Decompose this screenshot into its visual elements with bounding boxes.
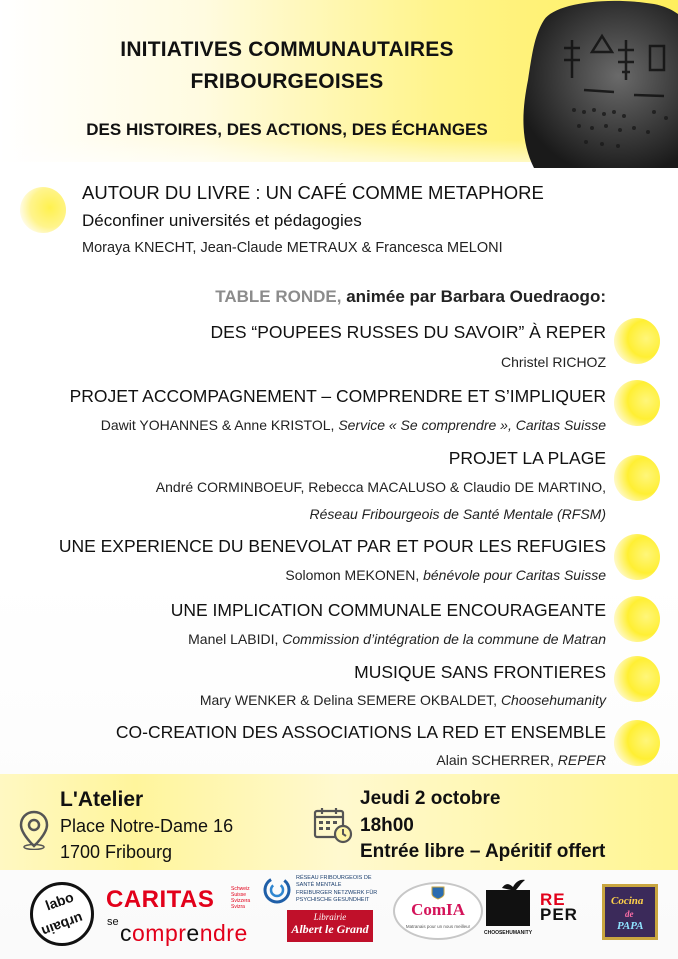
venue-name: L'Atelier <box>60 788 144 811</box>
item-people <box>285 567 606 583</box>
decor-circle-icon <box>614 534 660 580</box>
table-ronde-heading <box>215 287 606 307</box>
item-title: CO-CREATION DES ASSOCIATIONS LA RED ET ENSEMBLE <box>115 722 606 742</box>
reseau-swirl-icon <box>263 876 291 904</box>
table-ronde-label: TABLE RONDE, <box>215 287 342 306</box>
item-title: UNE IMPLICATION COMMUNALE ENCOURAGEANTE <box>170 600 606 620</box>
librairie-albert-le-grand-logo: Librairie Albert le Grand <box>287 910 373 942</box>
reseau-fribourgeois-logo: RÉSEAU FRIBOURGEOIS DE SANTÉ MENTALE FREIBURGER NETZWERK FÜR PSYCHISCHE GESUNDHEIT <box>296 875 378 903</box>
shield-icon <box>431 886 445 900</box>
decor-circle-icon <box>614 656 660 702</box>
item-people <box>436 752 606 768</box>
item-people-names: Dawit YOHANNES & Anne KRISTOL, <box>100 417 339 433</box>
section1-authors: Moraya KNECHT, Jean-Claude METRAUX & Francesca MELONI <box>82 240 503 256</box>
decor-circle-icon <box>614 720 660 766</box>
item-title: DES “POUPEES RUSSES DU SAVOIR” À REPER <box>210 322 606 342</box>
labo-logo-text: labo <box>43 888 76 914</box>
address-line1: Place Notre-Dame 16 <box>60 816 234 836</box>
page-title-line2: FRIBOURGEOISES <box>190 70 384 93</box>
decor-circle-icon <box>614 318 660 364</box>
cocina-de-papa-logo: Cocina de PAPA <box>602 884 658 940</box>
item-org: REPER <box>557 752 606 768</box>
page-title-line1: INITIATIVES COMMUNAUTAIRES <box>120 38 454 61</box>
item-title: UNE EXPERIENCE DU BENEVOLAT PAR ET POUR LES REFUGIES <box>58 536 606 556</box>
item-people <box>188 631 606 647</box>
event-date: Jeudi 2 octobre <box>360 788 501 809</box>
decor-circle-icon <box>20 187 66 233</box>
se-comprendre-se: se <box>107 916 119 928</box>
partner-logos <box>0 872 678 959</box>
item-people-names: Alain SCHERRER, <box>436 752 558 768</box>
address-line2: 1700 Fribourg <box>60 842 173 862</box>
item-title: MUSIQUE SANS FRONTIERES <box>354 662 606 682</box>
decor-circle-icon <box>614 596 660 642</box>
item-org: bénévole pour Caritas Suisse <box>423 567 606 583</box>
event-entry: Entrée libre – Apéritif offert <box>360 841 606 862</box>
item-people: André CORMINBOEUF, Rebecca MACALUSO & Claudio DE MARTINO, <box>155 479 606 495</box>
section1-title: AUTOUR DU LIVRE : UN CAFÉ COMME METAPHORE <box>82 182 544 203</box>
reper-logo: RE PER <box>540 890 578 924</box>
comia-logo: ComIA Matranais pour un nous meilleur <box>393 882 483 940</box>
item-title: PROJET LA PLAGE <box>448 448 606 468</box>
item-org: Commission d’intégration de la commune de Matran <box>282 631 606 647</box>
item-people-names: Manel LABIDI, <box>188 631 283 647</box>
item-title: PROJET ACCOMPAGNEMENT – COMPRENDRE ET S’IMPLIQUER <box>69 386 606 406</box>
item-people-names: Solomon MEKONEN, <box>285 567 424 583</box>
se-comprendre-logo: comprendre <box>120 920 248 946</box>
item-people <box>200 692 606 708</box>
event-time: 18h00 <box>360 815 414 836</box>
caritas-logo: CARITAS <box>106 886 215 913</box>
item-org: Service « Se comprendre », Caritas Suisse <box>338 417 606 433</box>
decor-circle-icon <box>614 455 660 501</box>
labo-urbain-logo <box>30 882 94 946</box>
section1-subtitle: Déconfiner universités et pédagogies <box>82 211 362 230</box>
caritas-countries: Schweiz Suisse Svizzera Svizra <box>231 886 251 910</box>
item-people <box>101 417 606 433</box>
item-org: Réseau Fribourgeois de Santé Mentale (RFSM) <box>309 506 606 522</box>
item-people-names: Mary WENKER & Delina SEMERE OKBALDET, <box>199 692 501 708</box>
decor-circle-icon <box>614 380 660 426</box>
location-pin-icon <box>18 810 50 850</box>
item-people: Christel RICHOZ <box>500 354 606 370</box>
urbain-logo-text: urbain <box>39 910 86 940</box>
item-org: Choosehumanity <box>500 692 606 708</box>
table-ronde-moderator: animée par Barbara Ouedraogo: <box>341 287 606 306</box>
calendar-clock-icon <box>313 806 353 844</box>
choosehumanity-logo: CHOOSEHUMANITY <box>486 878 530 942</box>
page-subtitle: DES HISTOIRES, DES ACTIONS, DES ÉCHANGES <box>86 120 488 139</box>
